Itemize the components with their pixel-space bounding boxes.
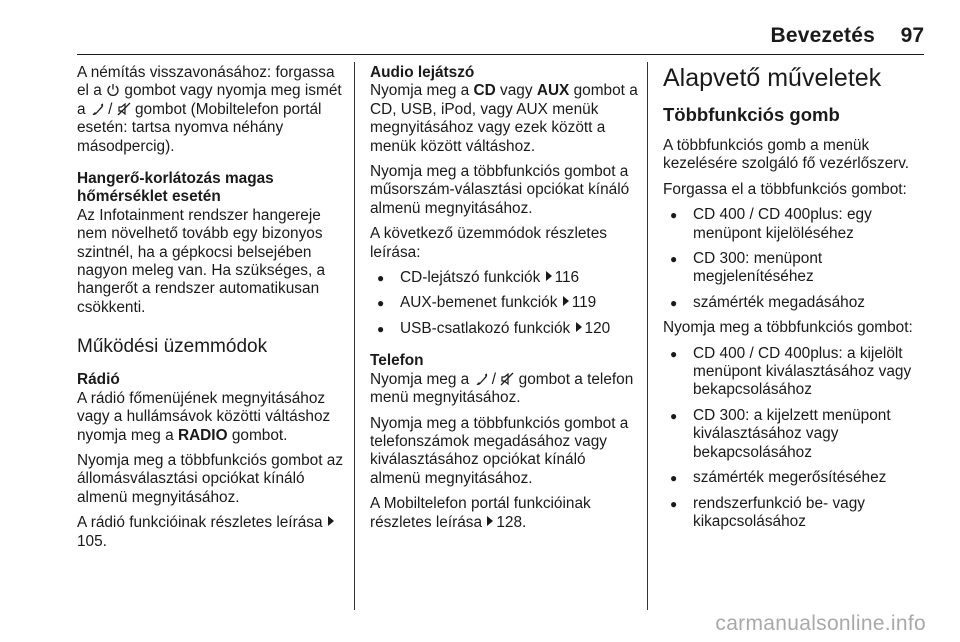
- power-icon: [106, 83, 120, 97]
- paragraph: A rádió főmenüjének megnyitásához vagy a hullámsávok közötti váltáshoz nyomja meg a RADIO gombot.: [77, 389, 331, 444]
- paragraph: A rádió funkcióinak részletes leírása 105.: [77, 514, 345, 551]
- turn-actions-list: [663, 206, 931, 312]
- list-item: ● CD 400 / CD 400plus: egy menüpont kijelöléséhez: [663, 206, 931, 243]
- column-divider: [647, 62, 648, 610]
- column-middle: [370, 64, 638, 539]
- paragraph: Nyomja meg a / gombot a telefon menü megnyitásához.: [370, 370, 634, 407]
- page-ref-arrow-icon: [328, 516, 334, 526]
- phone-icon: [90, 102, 104, 116]
- paragraph: Nyomja meg a CD vagy AUX gombot a CD, USB, iPod, vagy AUX menük megnyitásához vagy ezek között a menük között váltáshoz.: [370, 82, 638, 155]
- paragraph: A következő üzemmódok részletes leírása:: [370, 225, 607, 261]
- header-rule: [77, 54, 924, 55]
- list-item: ● CD 400 / CD 400plus: a kijelölt menüpont kiválasztásához vagy bekapcsolásához: [663, 345, 931, 400]
- subsection-heading: Többfunkciós gomb: [663, 104, 840, 125]
- page-reference[interactable]: 119: [571, 294, 597, 312]
- page-reference[interactable]: 120: [584, 319, 611, 337]
- list-item: ● rendszerfunkció be- vagy kikapcsolásához: [663, 495, 931, 532]
- mute-icon: [117, 102, 131, 116]
- paragraph: A többfunkciós gomb a menük kezelésére szolgáló fő vezérlőszerv.: [663, 137, 910, 173]
- list-item: ● CD-lejátszó funkciók 116: [370, 269, 638, 287]
- button-name: RADIO: [177, 426, 228, 444]
- watermark: carmanualsonline.info: [715, 612, 926, 635]
- page-reference[interactable]: 128.: [496, 513, 527, 531]
- page-number: 97: [900, 24, 924, 47]
- phone-icon: [474, 372, 488, 386]
- list-item: ● CD 300: a kijelzett menüpont kiválasztásához vagy bekapcsolásához: [663, 407, 931, 462]
- page-reference[interactable]: 105.: [77, 532, 107, 550]
- subheading: Rádió: [77, 371, 120, 389]
- subheading: Telefon: [370, 352, 424, 370]
- paragraph: Nyomja meg a többfunkciós gombot a műsorszám-választási opciókat kínáló almenü megnyitásához.: [370, 163, 630, 217]
- list-item: ● számérték megerősítéséhez: [663, 469, 931, 487]
- column-divider: [354, 62, 355, 610]
- paragraph: Nyomja meg a többfunkciós gombot:: [663, 319, 913, 337]
- press-actions-list: [663, 345, 931, 532]
- page-header: [0, 0, 960, 58]
- page-reference[interactable]: 116: [554, 269, 580, 287]
- paragraph: Nyomja meg a többfunkciós gombot a telefonszámok megadásához vagy kiválasztásához opciókat kínáló almenü megnyitásához.: [370, 414, 629, 487]
- list-item: ● AUX-bemenet funkciók 119: [370, 294, 638, 312]
- list-item: ● USB-csatlakozó funkciók 120: [370, 320, 638, 338]
- list-item: ● számérték megadásához: [663, 294, 931, 312]
- button-name: AUX: [536, 82, 570, 100]
- paragraph: Forgassa el a többfunkciós gombot:: [663, 180, 907, 198]
- column-right: [663, 64, 931, 538]
- page-ref-arrow-icon: [487, 516, 493, 526]
- page-ref-arrow-icon: [563, 296, 569, 306]
- subheading: Hangerő-korlátozás magas hőmérséklet esetén: [77, 170, 274, 206]
- mute-icon: [500, 372, 514, 386]
- paragraph: Nyomja meg a többfunkciós gombot az állomásválasztási opciókat kínáló almenü megnyitásához.: [77, 451, 344, 506]
- paragraph: A Mobiltelefon portál funkcióinak részletes leírása 128.: [370, 495, 591, 531]
- section-title: Alapvető műveletek: [663, 64, 882, 92]
- page-ref-arrow-icon: [546, 271, 552, 281]
- column-left: [77, 64, 345, 558]
- chapter-title: Bevezetés: [770, 24, 875, 47]
- section-heading: Működési üzemmódok: [77, 336, 268, 358]
- paragraph: Az Infotainment rendszer hangereje nem növelhető tovább egy bizonyos szintnél, ha a gépkocsi belsejében nagyon meleg van. Ha szükséges, a hangerőt a rendszer automatikusan csökkenti.: [77, 206, 326, 316]
- page-ref-arrow-icon: [576, 322, 582, 332]
- button-name: CD: [473, 82, 496, 100]
- paragraph: A némítás visszavonásához: forgassa el a gombot vagy nyomja meg ismét a / gombot (Mobiltelefon portál esetén: tartsa nyomva néhány másodpercig).: [77, 64, 342, 155]
- list-item: ● CD 300: menüpont megjelenítéséhez: [663, 250, 931, 287]
- mode-list: [370, 269, 638, 338]
- subheading: Audio lejátszó: [370, 64, 475, 81]
